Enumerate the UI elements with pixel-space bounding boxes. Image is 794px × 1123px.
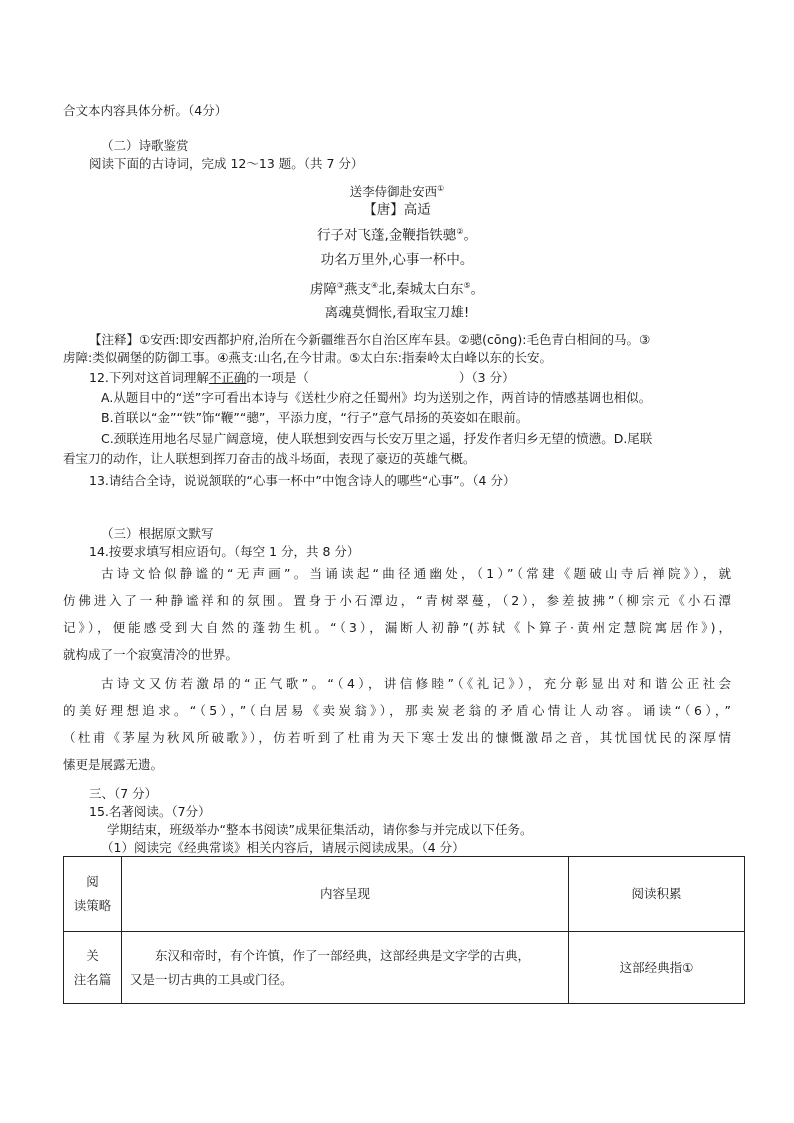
- table-row: [64, 932, 745, 1004]
- question-15-intro: 学期结束，班级举办“整本书阅读”成果征集活动，请你参与并完成以下任务。: [107, 822, 533, 837]
- row-strategy-cell: 关 注名篇: [64, 932, 122, 1004]
- paragraph-1-line-2: 仿佛进入了一种静谧祥和的氛围。置身于小石潭边，“青树翠蔓，（2），参差披拂”（柳宗元《小石潭: [63, 593, 731, 608]
- poem-line-2: 功名万里外,心事一杯中。: [320, 252, 474, 268]
- poetry-instruction: 阅读下面的古诗词，完成 12～13 题。（共 7 分）: [89, 156, 364, 171]
- question-13: 13.请结合全诗，说说颔联的“心事一杯中”中饱含诗人的哪些“心事”。（4 分）: [89, 473, 516, 488]
- header-reading-accumulation: 阅读积累: [569, 857, 745, 932]
- poem-author: 【唐】高适: [363, 202, 431, 218]
- paragraph-2-line-4: 愫更是展露无遗。: [63, 757, 164, 772]
- section-heading-poetry: （二）诗歌鉴赏: [101, 138, 189, 153]
- section-three-heading: 三、（7 分）: [89, 786, 158, 801]
- question-12-option-a: A.从题目中的“送”字可看出本诗与《送杜少府之任蜀州》均为送别之作，两首诗的情感基调也相似。: [101, 390, 652, 405]
- continued-question-text: 合文本内容具体分析。（4分）: [63, 103, 228, 118]
- header-reading-strategy: 阅 读策略: [64, 857, 122, 932]
- poem-notes-line-2: 虏障:类似碉堡的防御工事。④燕支:山名,在今甘肃。⑤太白东:指秦岭太白峰以东的长安。: [63, 350, 553, 365]
- poem-line-1: 行子对飞蓬,金鞭指铁骢②。: [317, 227, 477, 244]
- table-header-row: [64, 857, 745, 932]
- paragraph-2-line-3: （杜甫《茅屋为秋风所破歌》），仿若听到了杜甫为天下寒士发出的慷慨激昂之音，其忧国忧民的深厚情: [63, 730, 731, 745]
- question-15: 15.名著阅读。（7分）: [89, 804, 211, 819]
- question-12-stem: 12.下列对这首词理解不正确的一项是（ ）（3 分）: [89, 370, 515, 385]
- row-accumulation-cell[interactable]: 这部经典指①: [569, 932, 745, 1004]
- poem-line-3: 虏障③燕支④北,秦城太白东⑤。: [309, 281, 485, 298]
- reading-results-table: [63, 856, 745, 1004]
- poem-title: 送李侍御赴安西①: [349, 184, 445, 200]
- question-12-option-c: C.颈联连用地名尽显广阔意境，使人联想到安西与长安万里之遥，抒发作者归乡无望的愤懑。D.尾联: [101, 431, 653, 446]
- paragraph-1-line-1: 古诗文恰似静谧的“无声画”。当诵读起“曲径通幽处，（1）”（常建《题破山寺后禅院》），就: [101, 566, 731, 581]
- header-content-presentation: 内容呈现: [122, 857, 569, 932]
- paragraph-1-line-4: 就构成了一个寂寞清冷的世界。: [63, 647, 239, 662]
- poem-notes-line-1: 【注释】①安西:即安西都护府,治所在今新疆维吾尔自治区库车县。②骢(cōng):毛色青白相间的马。③: [89, 332, 651, 347]
- row-content-cell: 东汉和帝时，有个许慎，作了一部经典，这部经典是文字学的古典， 又是一切古典的工具或门径。: [122, 932, 569, 1004]
- question-14: 14.按要求填写相应语句。（每空 1 分，共 8 分）: [89, 544, 360, 559]
- section-heading-dictation: （三）根据原文默写: [101, 526, 214, 541]
- question-15-part-1: （1）阅读完《经典常谈》相关内容后，请展示阅读成果。（4 分）: [101, 840, 465, 855]
- question-12-option-b: B.首联以“金”“铁”饰“鞭”“骢”，平添力度，“行子”意气昂扬的英姿如在眼前。: [101, 410, 529, 425]
- paragraph-2-line-1: 古诗文又仿若激昂的“正气歌”。“（4），讲信修睦”（《礼记》），充分彰显出对和谐公正社会: [101, 676, 731, 691]
- paragraph-1-line-3: 记》），便能感受到大自然的蓬勃生机。“（3），漏断人初静”(苏轼《卜算子·黄州定慧院寓居作》)，: [63, 620, 731, 635]
- paragraph-2-line-2: 的美好理想追求。“（5），”（白居易《卖炭翁》），那卖炭老翁的矛盾心情让人动容。诵读“（6），”: [63, 703, 731, 718]
- poem-line-4: 离魂莫惆怅,看取宝刀雄!: [324, 305, 470, 321]
- question-12-option-d: 看宝刀的动作，让人联想到挥刀奋击的战斗场面，表现了豪迈的英雄气概。: [63, 451, 476, 466]
